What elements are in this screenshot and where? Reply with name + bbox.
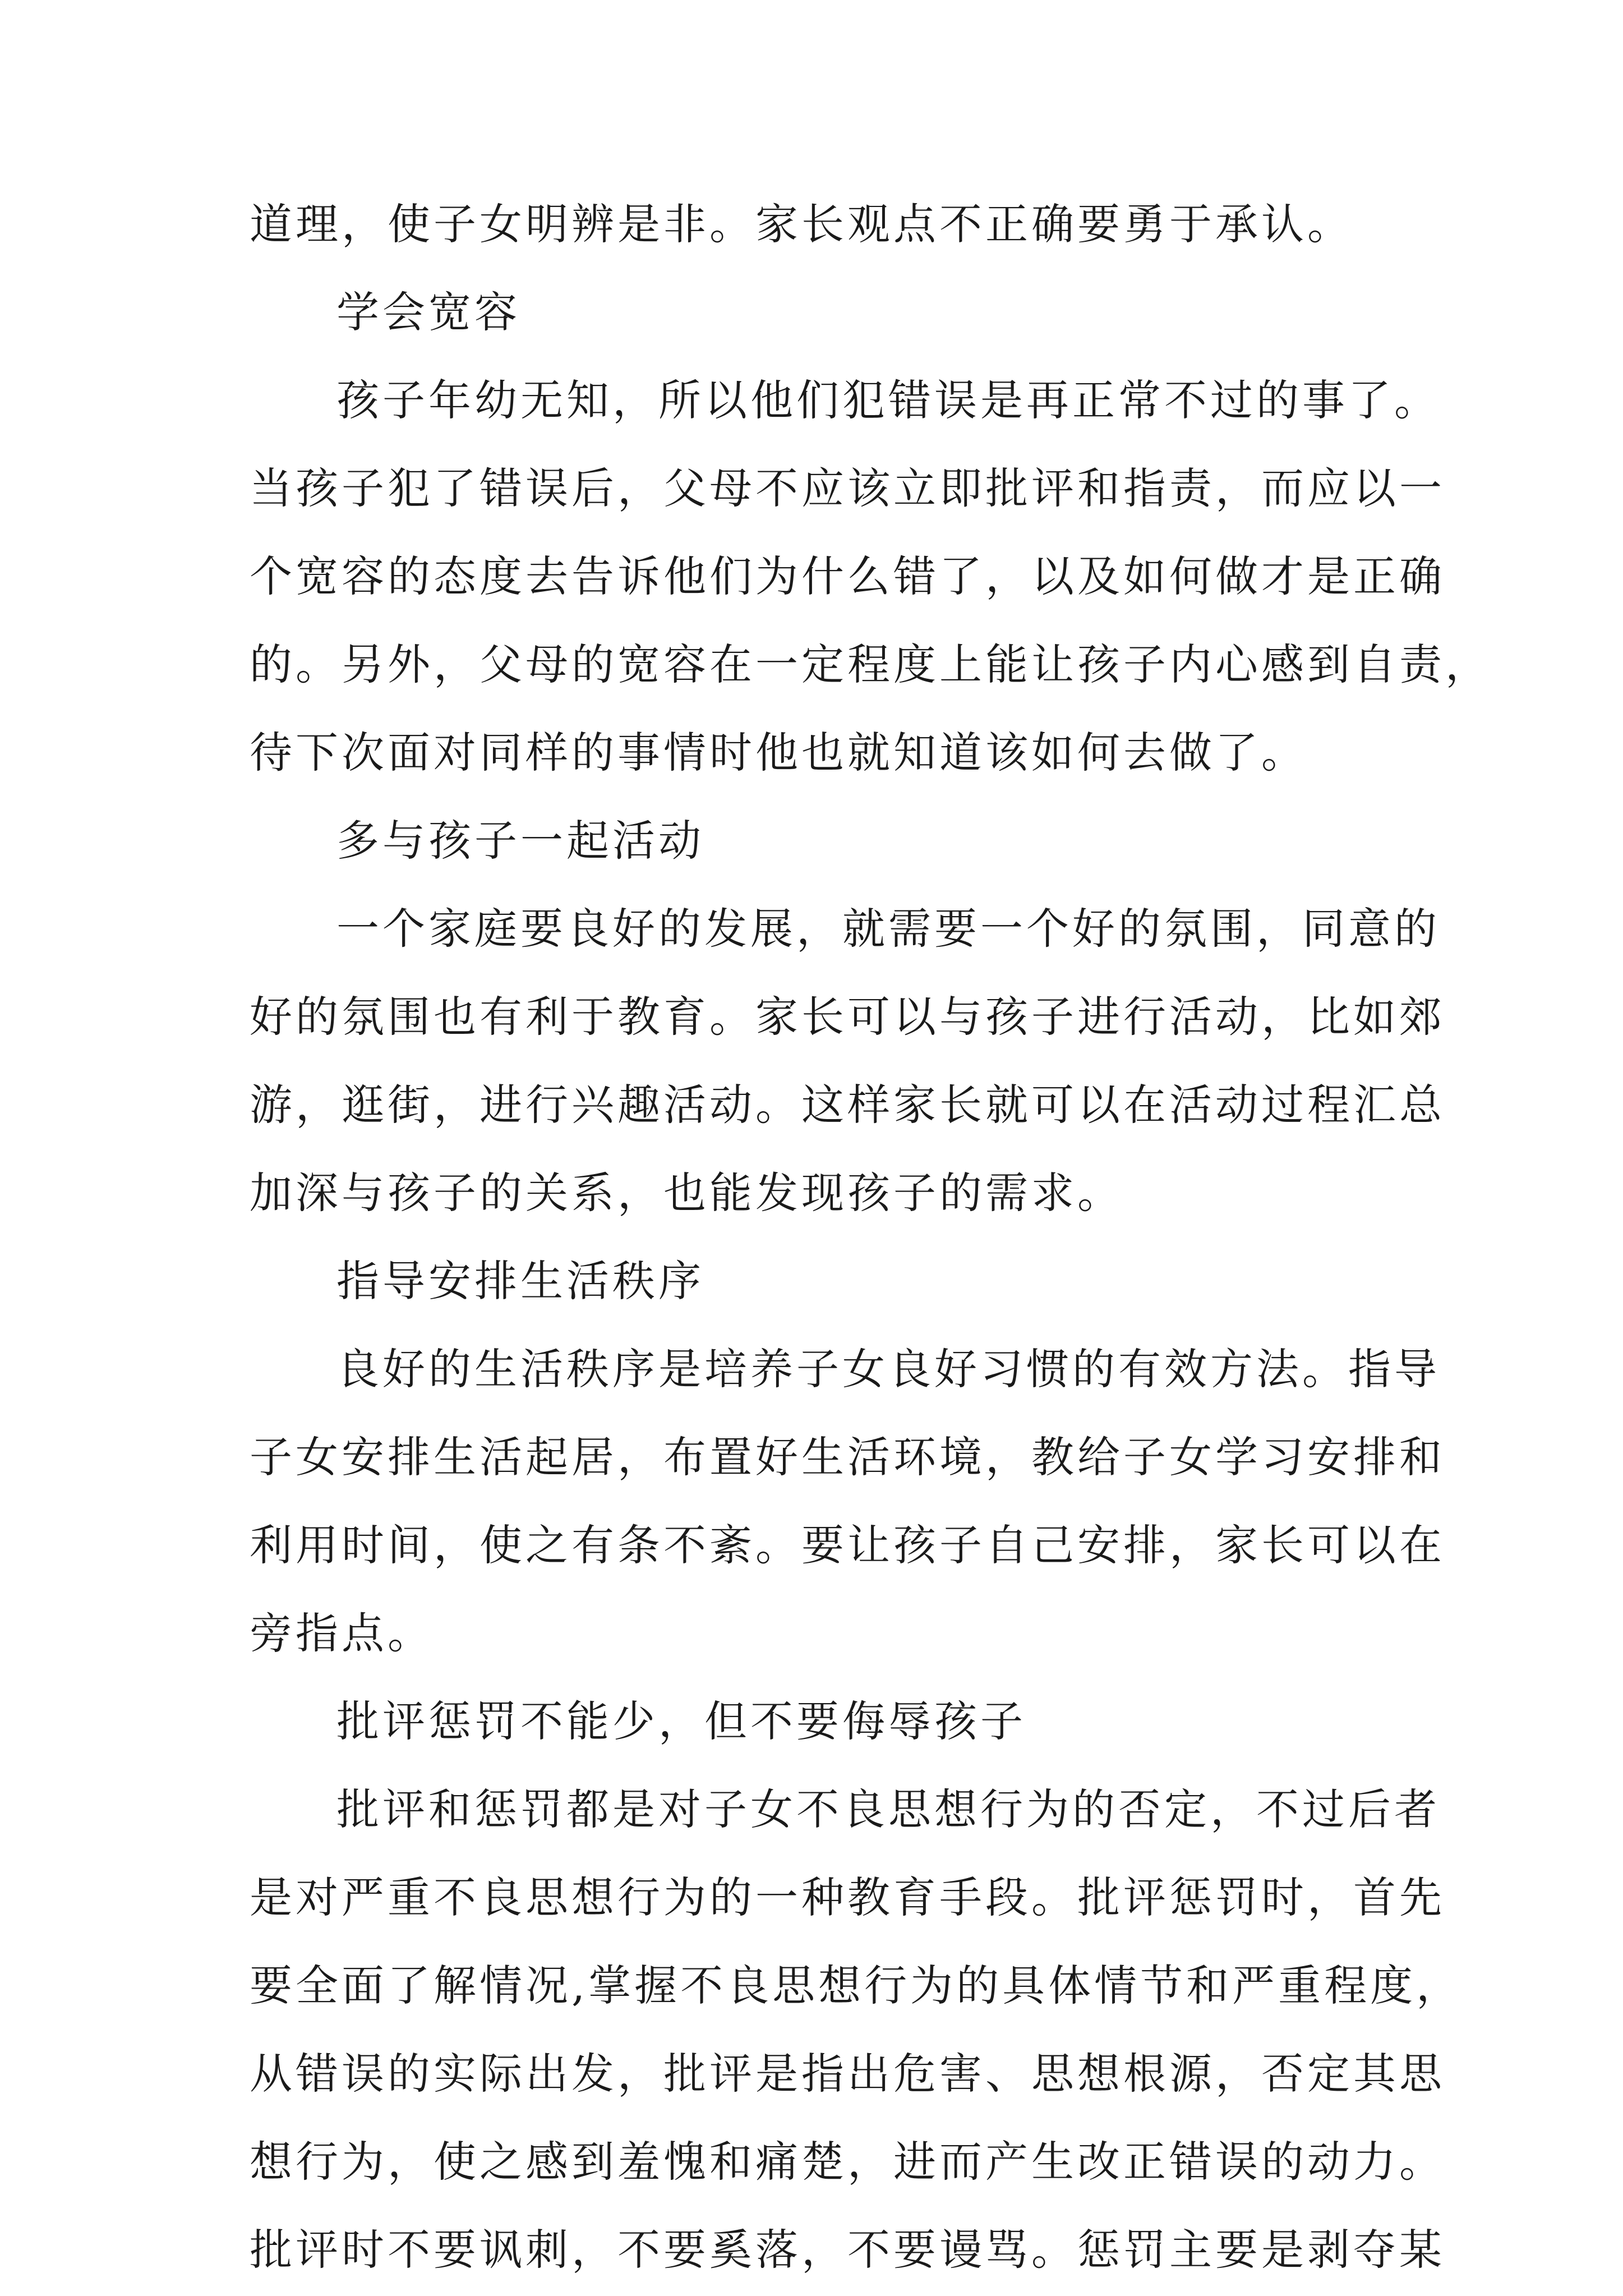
- body-text-line: 待下次面对同样的事情时他也就知道该如何去做了。: [250, 728, 1307, 777]
- body-text-line: 从错误的实际出发，批评是指出危害、思想根源，否定其思: [250, 2049, 1445, 2099]
- body-text-line: 良好的生活秩序是培养子女良好习惯的有效方法。指导: [336, 1344, 1440, 1394]
- body-text-line: 要全面了解情况,掌握不良思想行为的具体情节和严重程度，: [250, 1961, 1463, 2010]
- body-text-line: 子女安排生活起居，布置好生活环境，教给子女学习安排和: [250, 1432, 1445, 1482]
- body-text-line: 旁指点。: [250, 1608, 434, 1658]
- body-text-line: 加深与孩子的关系，也能发现孩子的需求。: [250, 1168, 1123, 1218]
- body-text-line: 一个家庭要良好的发展，就需要一个好的氛围，同意的: [336, 904, 1440, 954]
- body-text-line: 是对严重不良思想行为的一种教育手段。批评惩罚时，首先: [250, 1872, 1445, 1922]
- section-heading: 学会宽容: [336, 287, 520, 337]
- section-heading: 指导安排生活秩序: [336, 1256, 704, 1306]
- body-text-line: 当孩子犯了错误后，父母不应该立即批评和指责，而应以一: [250, 463, 1445, 513]
- body-text-line: 利用时间，使之有条不紊。要让孩子自己安排，家长可以在: [250, 1520, 1445, 1570]
- body-text-line: 想行为，使之感到羞愧和痛楚，进而产生改正错误的动力。: [250, 2137, 1445, 2187]
- body-text-line: 孩子年幼无知，所以他们犯错误是再正常不过的事了。: [336, 375, 1440, 425]
- body-text-line: 好的氛围也有利于教育。家长可以与孩子进行活动，比如郊: [250, 992, 1445, 1042]
- body-text-line: 游，逛街，进行兴趣活动。这样家长就可以在活动过程汇总: [250, 1080, 1445, 1130]
- body-text-line: 的。另外，父母的宽容在一定程度上能让孩子内心感到自责，: [250, 639, 1491, 689]
- body-text-line: 个宽容的态度去告诉他们为什么错了，以及如何做才是正确: [250, 551, 1445, 601]
- body-text-line: 道理，使子女明辨是非。家长观点不正确要勇于承认。: [250, 199, 1353, 249]
- body-text-line: 批评时不要讽刺，不要奚落，不要谩骂。惩罚主要是剥夺某: [250, 2225, 1445, 2275]
- section-heading: 批评惩罚不能少，但不要侮辱孩子: [336, 1696, 1026, 1746]
- section-heading: 多与孩子一起活动: [336, 816, 704, 866]
- body-text-line: 批评和惩罚都是对子女不良思想行为的否定，不过后者: [336, 1784, 1440, 1834]
